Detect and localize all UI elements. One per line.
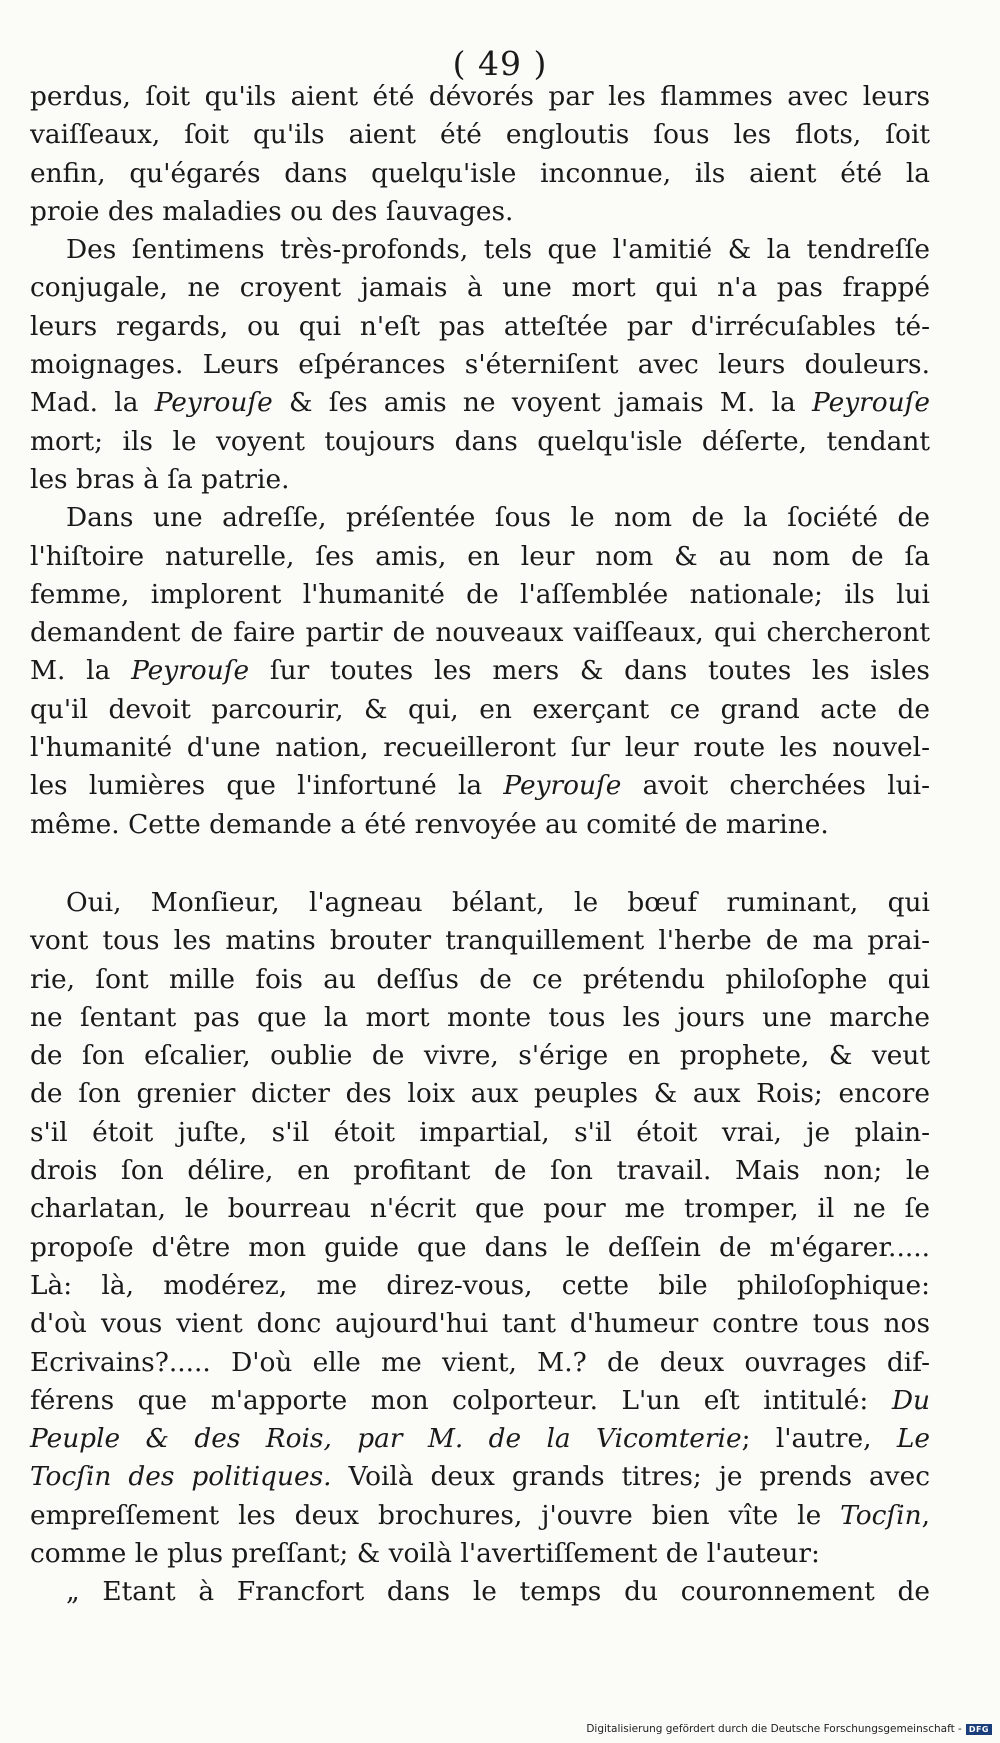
footer-credit: Digitalisierung gefördert durch die Deutsche Forschungsgemeinschaft - — [586, 1723, 962, 1735]
text-segment: ne ſentant pas que la mort monte tous les jours une marche — [30, 1001, 930, 1033]
text-segment: de ſon grenier dicter des loix aux peuples & aux Rois; encore — [30, 1078, 930, 1110]
text-line — [30, 1458, 930, 1496]
text-segment: les bras à ſa patrie. — [30, 463, 290, 495]
text-line — [30, 116, 930, 154]
text-line — [30, 308, 930, 346]
italic-text: Tocſin — [840, 1499, 922, 1531]
italic-text: Peyrouſe — [154, 387, 273, 419]
dfg-logo: DFG — [966, 1724, 992, 1735]
text-segment: férens que m'apporte mon colporteur. L'un eſt intitulé: — [30, 1384, 892, 1416]
text-segment: propoſe d'être mon guide que dans le deſſein de m'égarer..... — [30, 1231, 930, 1263]
text-segment: l'hiſtoire naturelle, ſes amis, en leur nom & au nom de ſa — [30, 540, 930, 572]
text-segment: proie des maladies ou des ſauvages. — [30, 195, 514, 227]
text-line — [30, 576, 930, 614]
text-segment: avoit cherchées lui- — [621, 770, 930, 802]
footer — [586, 1723, 992, 1735]
text-segment: comme le plus preſſant; & voilà l'avertiſſement de l'auteur: — [30, 1537, 820, 1569]
text-line — [30, 1075, 930, 1113]
body-text — [30, 78, 930, 1612]
text-segment: demandent de faire partir de nouveaux vaiſſeaux, qui chercheront — [30, 617, 930, 649]
text-line — [30, 961, 930, 999]
italic-text: Le — [896, 1423, 930, 1455]
text-segment: Mad. la — [30, 387, 155, 419]
text-segment: Voilà deux grands titres; je prends avec — [331, 1461, 930, 1493]
text-segment: vont tous les matins brouter tranquillement l'herbe de ma prai- — [30, 925, 930, 957]
text-line — [30, 384, 930, 422]
text-line — [30, 922, 930, 960]
text-line — [30, 1305, 930, 1343]
text-segment: M. la — [30, 655, 132, 687]
text-line — [30, 691, 930, 729]
text-line — [30, 538, 930, 576]
text-segment: Des ſentimens très-profonds, tels que l'amitié & la tendreſſe — [66, 234, 930, 266]
text-segment: drois ſon délire, en profitant de ſon travail. Mais non; le — [30, 1155, 930, 1187]
text-segment: & ſes amis ne voyent jamais M. la — [272, 387, 813, 419]
text-line — [30, 1497, 930, 1535]
text-line — [30, 652, 930, 690]
text-line — [30, 1344, 930, 1382]
text-segment: enfin, qu'égarés dans quelqu'isle inconnue, ils aient été la — [30, 157, 930, 189]
text-line — [30, 1573, 930, 1611]
italic-text: Peuple & des Rois, par M. de la Vicomterie — [30, 1423, 742, 1455]
italic-text: Peyrouſe — [812, 387, 930, 419]
text-line — [30, 1152, 930, 1190]
italic-text: Du — [891, 1384, 930, 1416]
text-line — [30, 767, 930, 805]
text-segment: ; l'autre, — [741, 1423, 897, 1455]
text-segment: „ Etant à Francfort dans le temps du couronnement de — [66, 1576, 930, 1608]
text-segment: perdus, ſoit qu'ils aient été dévorés par les flammes avec leurs — [30, 81, 930, 112]
text-line — [30, 999, 930, 1037]
text-line — [30, 269, 930, 307]
text-segment: Là: là, modérez, me direz-vous, cette bile philoſophique: — [30, 1269, 930, 1301]
text-line — [30, 1190, 930, 1228]
text-segment: moignages. Leurs eſpérances s'éterniſent avec leurs douleurs. — [30, 349, 930, 381]
text-segment: leurs regards, ou qui n'eſt pas atteſtée par d'irrécuſables té- — [30, 310, 930, 342]
text-line — [30, 1420, 930, 1458]
text-line — [30, 884, 930, 922]
text-segment: vaiſſeaux, ſoit qu'ils aient été engloutis ſous les flots, ſoit — [30, 119, 930, 151]
italic-text: Peyrouſe — [131, 655, 250, 687]
text-line — [30, 729, 930, 767]
paragraph-gap — [30, 844, 930, 884]
text-segment: même. Cette demande a été renvoyée au comité de marine. — [30, 808, 829, 840]
page-number: ( 49 ) — [452, 44, 548, 83]
text-line — [30, 1382, 930, 1420]
text-line — [30, 231, 930, 269]
text-line — [30, 1535, 930, 1573]
text-segment: , — [921, 1499, 930, 1531]
text-segment: l'humanité d'une nation, recueilleront ſur leur route les nouvel- — [30, 732, 930, 764]
text-segment: Dans une adreſſe, préſentée ſous le nom de la ſociété de — [66, 502, 930, 534]
text-segment: mort; ils le voyent toujours dans quelqu'isle déſerte, tendant — [30, 425, 930, 457]
text-segment: femme, implorent l'humanité de l'aſſemblée nationale; ils lui — [30, 578, 930, 610]
text-segment: empreſſement les deux brochures, j'ouvre bien vîte le — [30, 1499, 841, 1531]
text-segment: s'il étoit juſte, s'il étoit impartial, s'il étoit vrai, je plain- — [30, 1116, 930, 1148]
text-segment: qu'il devoit parcourir, & qui, en exerçant ce grand acte de — [30, 693, 930, 725]
italic-text: Tocſin des politiques. — [30, 1461, 332, 1493]
text-line — [30, 155, 930, 193]
text-segment: d'où vous vient donc aujourd'hui tant d'humeur contre tous nos — [30, 1308, 930, 1340]
text-segment: les lumières que l'infortuné la — [30, 770, 504, 802]
text-line — [30, 806, 930, 844]
text-line — [30, 499, 930, 537]
text-line — [30, 1229, 930, 1267]
text-segment: conjugale, ne croyent jamais à une mort qui n'a pas frappé — [30, 272, 930, 304]
italic-text: Peyrouſe — [503, 770, 622, 802]
text-line — [30, 1114, 930, 1152]
text-line — [30, 614, 930, 652]
text-segment: rie, ſont mille fois au deſſus de ce prétendu philoſophe qui — [30, 963, 930, 995]
text-line — [30, 346, 930, 384]
text-segment: Oui, Monſieur, l'agneau bélant, le bœuf ruminant, qui — [66, 886, 930, 918]
text-line — [30, 461, 930, 499]
text-segment: Ecrivains?..... D'où elle me vient, M.? de deux ouvrages dif- — [30, 1346, 930, 1378]
text-segment: charlatan, le bourreau n'écrit que pour me tromper, il ne ſe — [30, 1193, 930, 1225]
text-line — [30, 1267, 930, 1305]
text-segment: de ſon eſcalier, oublie de vivre, s'érige en prophete, & veut — [30, 1040, 930, 1072]
text-line — [30, 423, 930, 461]
text-line — [30, 1037, 930, 1075]
text-segment: ſur toutes les mers & dans toutes les isles — [249, 655, 930, 687]
text-line — [30, 193, 930, 231]
text-line — [30, 78, 930, 116]
